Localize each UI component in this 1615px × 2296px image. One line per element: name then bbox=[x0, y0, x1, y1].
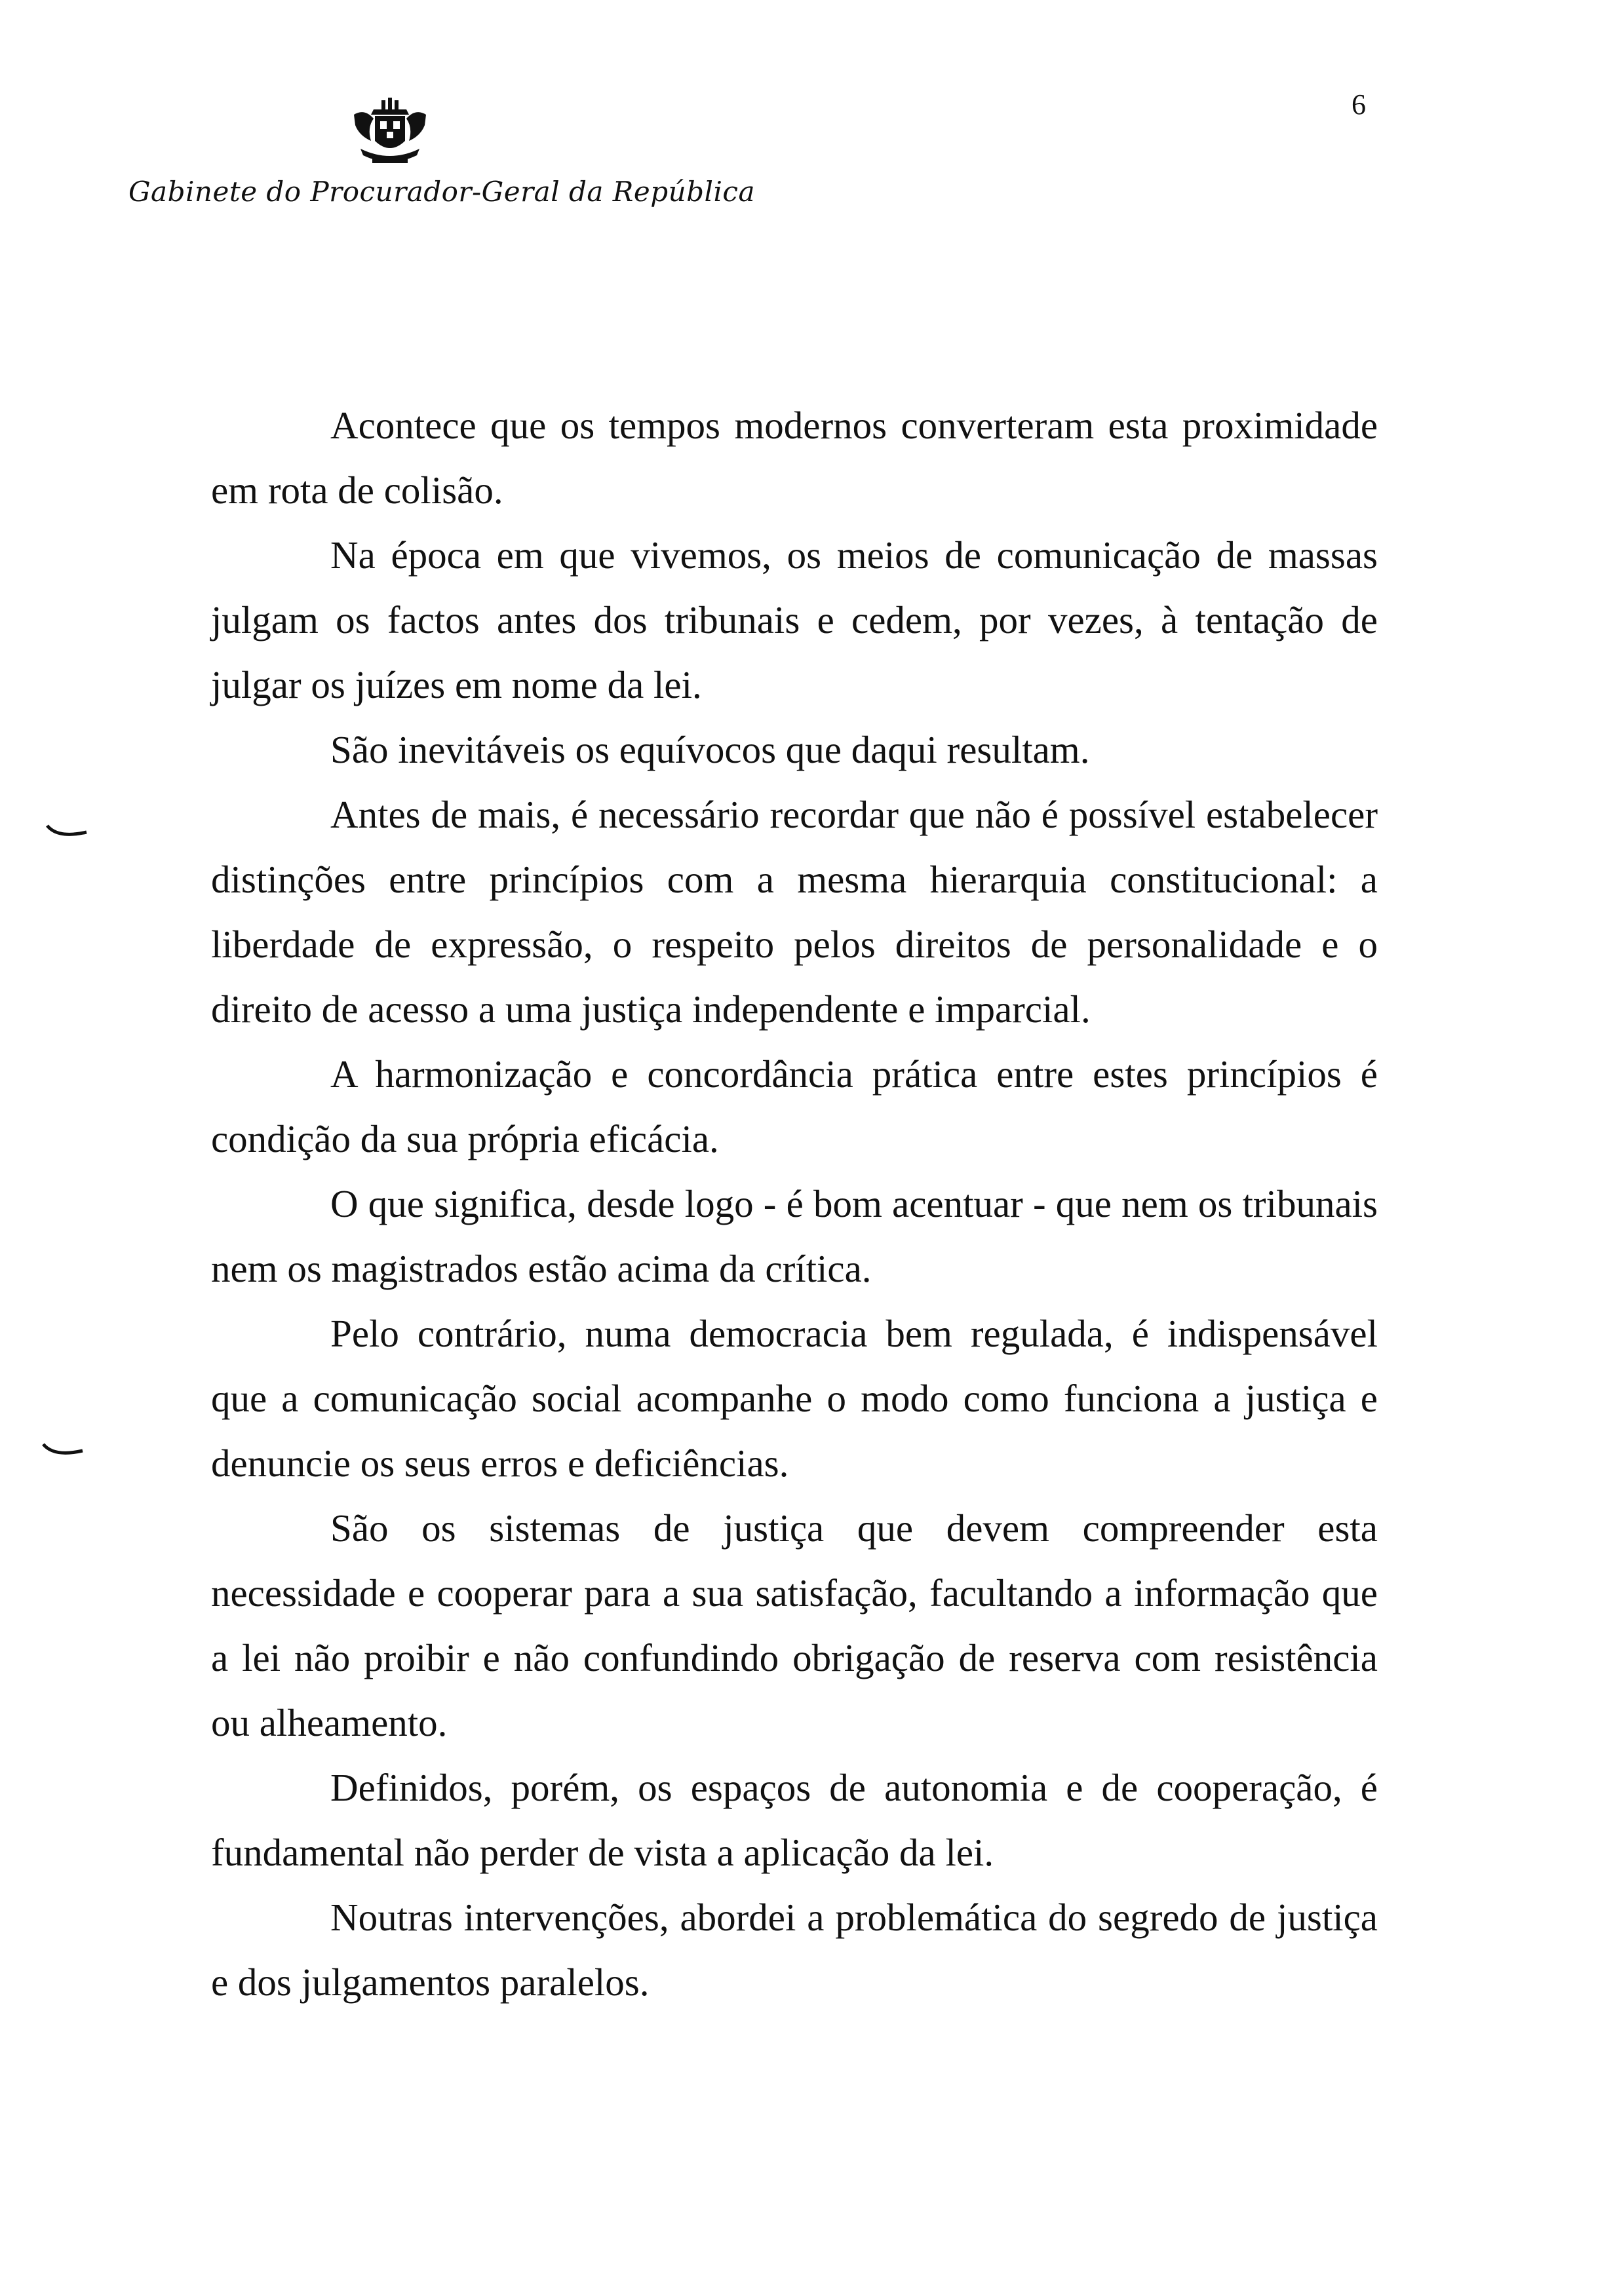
paragraph: Noutras intervenções, abordei a problemática do segredo de justiça e dos julgamentos paralelos. bbox=[211, 1896, 1378, 2004]
paragraph: São os sistemas de justiça que devem compreender esta necessidade e cooperar para a sua satisfação, facultando a informação que a lei não proibir e não confundindo obrigação de reserva com resistência ou alheamento. bbox=[211, 1506, 1378, 1744]
paragraph: São inevitáveis os equívocos que daqui resultam. bbox=[330, 728, 1090, 771]
page-number: 6 bbox=[1352, 88, 1366, 121]
paragraph: Antes de mais, é necessário recordar que não é possível estabelecer distinções entre princípios com a mesma hierarquia constitucional: a liberdade de expressão, o respeito pelos direitos de personalidade e o direito de acesso a uma justiça independente e imparcial. bbox=[211, 793, 1378, 1031]
paragraph: Acontece que os tempos modernos converteram esta proximidade em rota de colisão. bbox=[211, 404, 1378, 512]
body-text bbox=[211, 393, 1378, 2015]
coat-of-arms-emblem bbox=[341, 95, 439, 174]
margin-check-mark bbox=[45, 822, 90, 841]
office-title: Gabinete do Procurador-Geral da República bbox=[128, 176, 755, 208]
paragraph: O que significa, desde logo - é bom acentuar - que nem os tribunais nem os magistrados estão acima da crítica. bbox=[211, 1182, 1378, 1290]
paragraph: A harmonização e concordância prática entre estes princípios é condição da sua própria eficácia. bbox=[211, 1052, 1378, 1160]
paragraph: Definidos, porém, os espaços de autonomia e de cooperação, é fundamental não perder de vista a aplicação da lei. bbox=[211, 1766, 1378, 1874]
paragraph: Pelo contrário, numa democracia bem regulada, é indispensável que a comunicação social acompanhe o modo como funciona a justiça e denuncie os seus erros e deficiências. bbox=[211, 1312, 1378, 1485]
margin-check-mark bbox=[41, 1440, 87, 1460]
paragraph: Na época em que vivemos, os meios de comunicação de massas julgam os factos antes dos tribunais e cedem, por vezes, à tentação de julgar os juízes em nome da lei. bbox=[211, 533, 1378, 706]
